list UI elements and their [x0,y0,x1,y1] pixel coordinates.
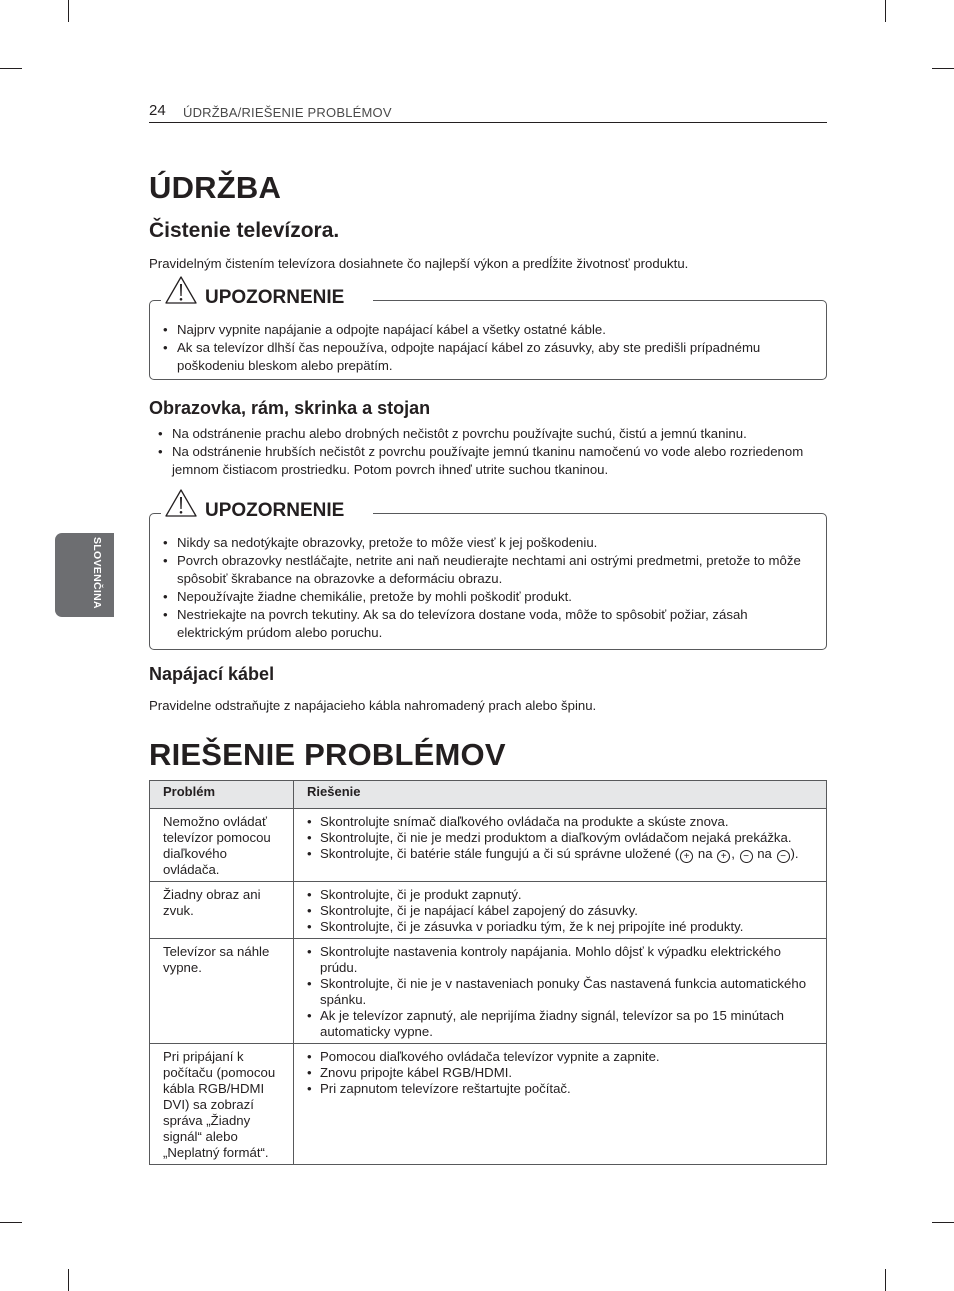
running-title: ÚDRŽBA/RIEŠENIE PROBLÉMOV [183,105,392,120]
crop-mark [0,1222,22,1223]
crop-mark [932,1222,954,1223]
page-number: 24 [149,102,166,119]
caution-title: UPOZORNENIE [205,500,345,521]
list-item: • Ak sa televízor dlhší čas nepoužíva, odpojte napájací kábel zo zásuvky, aby ste predišli prípadnému poškodeniu bleskom alebo prepätím. [163,339,814,375]
list-item: • Skontrolujte, či nie je medzi produktom a diaľkovým ovládačom nejaká prekážka. [307,830,813,846]
caution-header [161,275,373,311]
battery-text-end: ). [790,846,799,861]
caution-list [163,534,814,642]
table-row [150,1044,827,1165]
solution-cell [294,1044,827,1165]
list-item: • Pomocou diaľkového ovládača televízor vypnite a zapnite. [307,1049,813,1065]
column-header-problem: Problém [150,781,294,809]
battery-text-na: na [694,846,717,861]
solution-cell [294,939,827,1044]
caution-header [161,488,373,524]
minus-icon: − [777,850,790,863]
crop-mark [0,68,22,69]
section-title-troubleshooting: RIEŠENIE PROBLÉMOV [149,737,506,772]
caution-list [163,321,814,375]
list-item: • Nestriekajte na povrch tekutiny. Ak sa do televízora dostane voda, môže to spôsobiť požiar, zásah elektrickým prúdom alebo poruchu. [163,606,814,642]
table-header-row [150,781,827,809]
page-header [149,100,827,123]
crop-mark [68,0,69,22]
list-item: • Na odstránenie prachu alebo drobných nečistôt z povrchu používajte suchú, čistú a jemnú tkaninu. [158,425,818,443]
section-title-maintenance: ÚDRŽBA [149,170,282,205]
problem-cell: Žiadny obraz ani zvuk. [150,882,294,939]
troubleshooting-table [149,780,827,1165]
list-item: • Na odstránenie hrubších nečistôt z povrchu používajte jemnú tkaninu namočenú vo vode alebo rozriedenom jemnom čistiacom prostriedku. Potom povrch ihneď utrite suchou tkaninou. [158,443,818,479]
battery-text-start: Skontrolujte, či batérie stále fungujú a či sú správne uložené ( [320,846,680,861]
cleaning-intro: Pravidelným čistením televízora dosiahnete čo najlepší výkon a predĺžite životnosť produktu. [149,256,689,271]
list-item: • Skontrolujte, či je produkt zapnutý. [307,887,813,903]
language-tab-label: SLOVENČINA [91,537,103,609]
crop-mark [885,1269,886,1291]
caution-box [149,500,827,650]
plus-icon: + [680,850,693,863]
problem-cell: Televízor sa náhle vypne. [150,939,294,1044]
list-item: • Ak je televízor zapnutý, ale neprijíma žiadny signál, televízor sa po 15 minútach automaticky vypne. [307,1008,813,1040]
subsection-title-cable: Napájací kábel [149,664,275,684]
language-tab [55,533,114,617]
caution-title: UPOZORNENIE [205,287,345,308]
list-item: • Skontrolujte nastavenia kontroly napájania. Mohlo dôjsť k výpadku elektrického prúdu. [307,944,813,976]
list-item: • Povrch obrazovky nestláčajte, netrite ani naň neudierajte nechtami ani ostrými predmetmi, pretože to môže spôsobiť škrabance na obrazovke a deformáciu obrazu. [163,552,814,588]
list-item: • Najprv vypnite napájanie a odpojte napájací kábel a všetky ostatné káble. [163,321,814,339]
table-row [150,809,827,882]
list-item: • Znovu pripojte kábel RGB/HDMI. [307,1065,813,1081]
warning-triangle-icon [164,488,198,518]
plus-icon: + [717,850,730,863]
warning-triangle-icon [164,275,198,305]
minus-icon: − [740,850,753,863]
screen-list [158,425,818,479]
list-item: • Skontrolujte, či nie je v nastaveniach ponuky Čas nastavená funkcia automatického spánku. [307,976,813,1008]
crop-mark [885,0,886,22]
crop-mark [932,68,954,69]
list-item: • Skontrolujte, či batérie stále fungujú a či sú správne uložené ( + na + , − na − ). [307,846,813,863]
battery-text-na: na [753,846,776,861]
subsection-title-screen: Obrazovka, rám, skrinka a stojan [149,398,431,418]
crop-mark [68,1269,69,1291]
list-item: • Skontrolujte, či je napájací kábel zapojený do zásuvky. [307,903,813,919]
subsection-title-cleaning: Čistenie televízora. [149,219,340,242]
solution-cell [294,809,827,882]
list-item: • Skontrolujte, či je zásuvka v poriadku tým, že k nej pripojíte iné produkty. [307,919,813,935]
cable-text: Pravidelne odstraňujte z napájacieho kábla nahromadený prach alebo špinu. [149,698,597,713]
list-item: • Nikdy sa nedotýkajte obrazovky, pretože to môže viesť k jej poškodeniu. [163,534,814,552]
problem-cell: Nemožno ovládať televízor pomocou diaľkového ovládača. [150,809,294,882]
list-item: • Pri zapnutom televízore reštartujte počítač. [307,1081,813,1097]
solution-cell [294,882,827,939]
table-row [150,939,827,1044]
list-item: • Skontrolujte snímač diaľkového ovládača na produkte a skúste znova. [307,814,813,830]
problem-cell: Pri pripájaní k počítaču (pomocou kábla RGB/HDMI DVI) sa zobrazí správa „Žiadny signál“ alebo „Neplatný formát“. [150,1044,294,1165]
column-header-solution: Riešenie [294,781,827,809]
table-row [150,882,827,939]
list-item: • Nepoužívajte žiadne chemikálie, pretože by mohli poškodiť produkt. [163,588,814,606]
caution-box [149,287,827,380]
